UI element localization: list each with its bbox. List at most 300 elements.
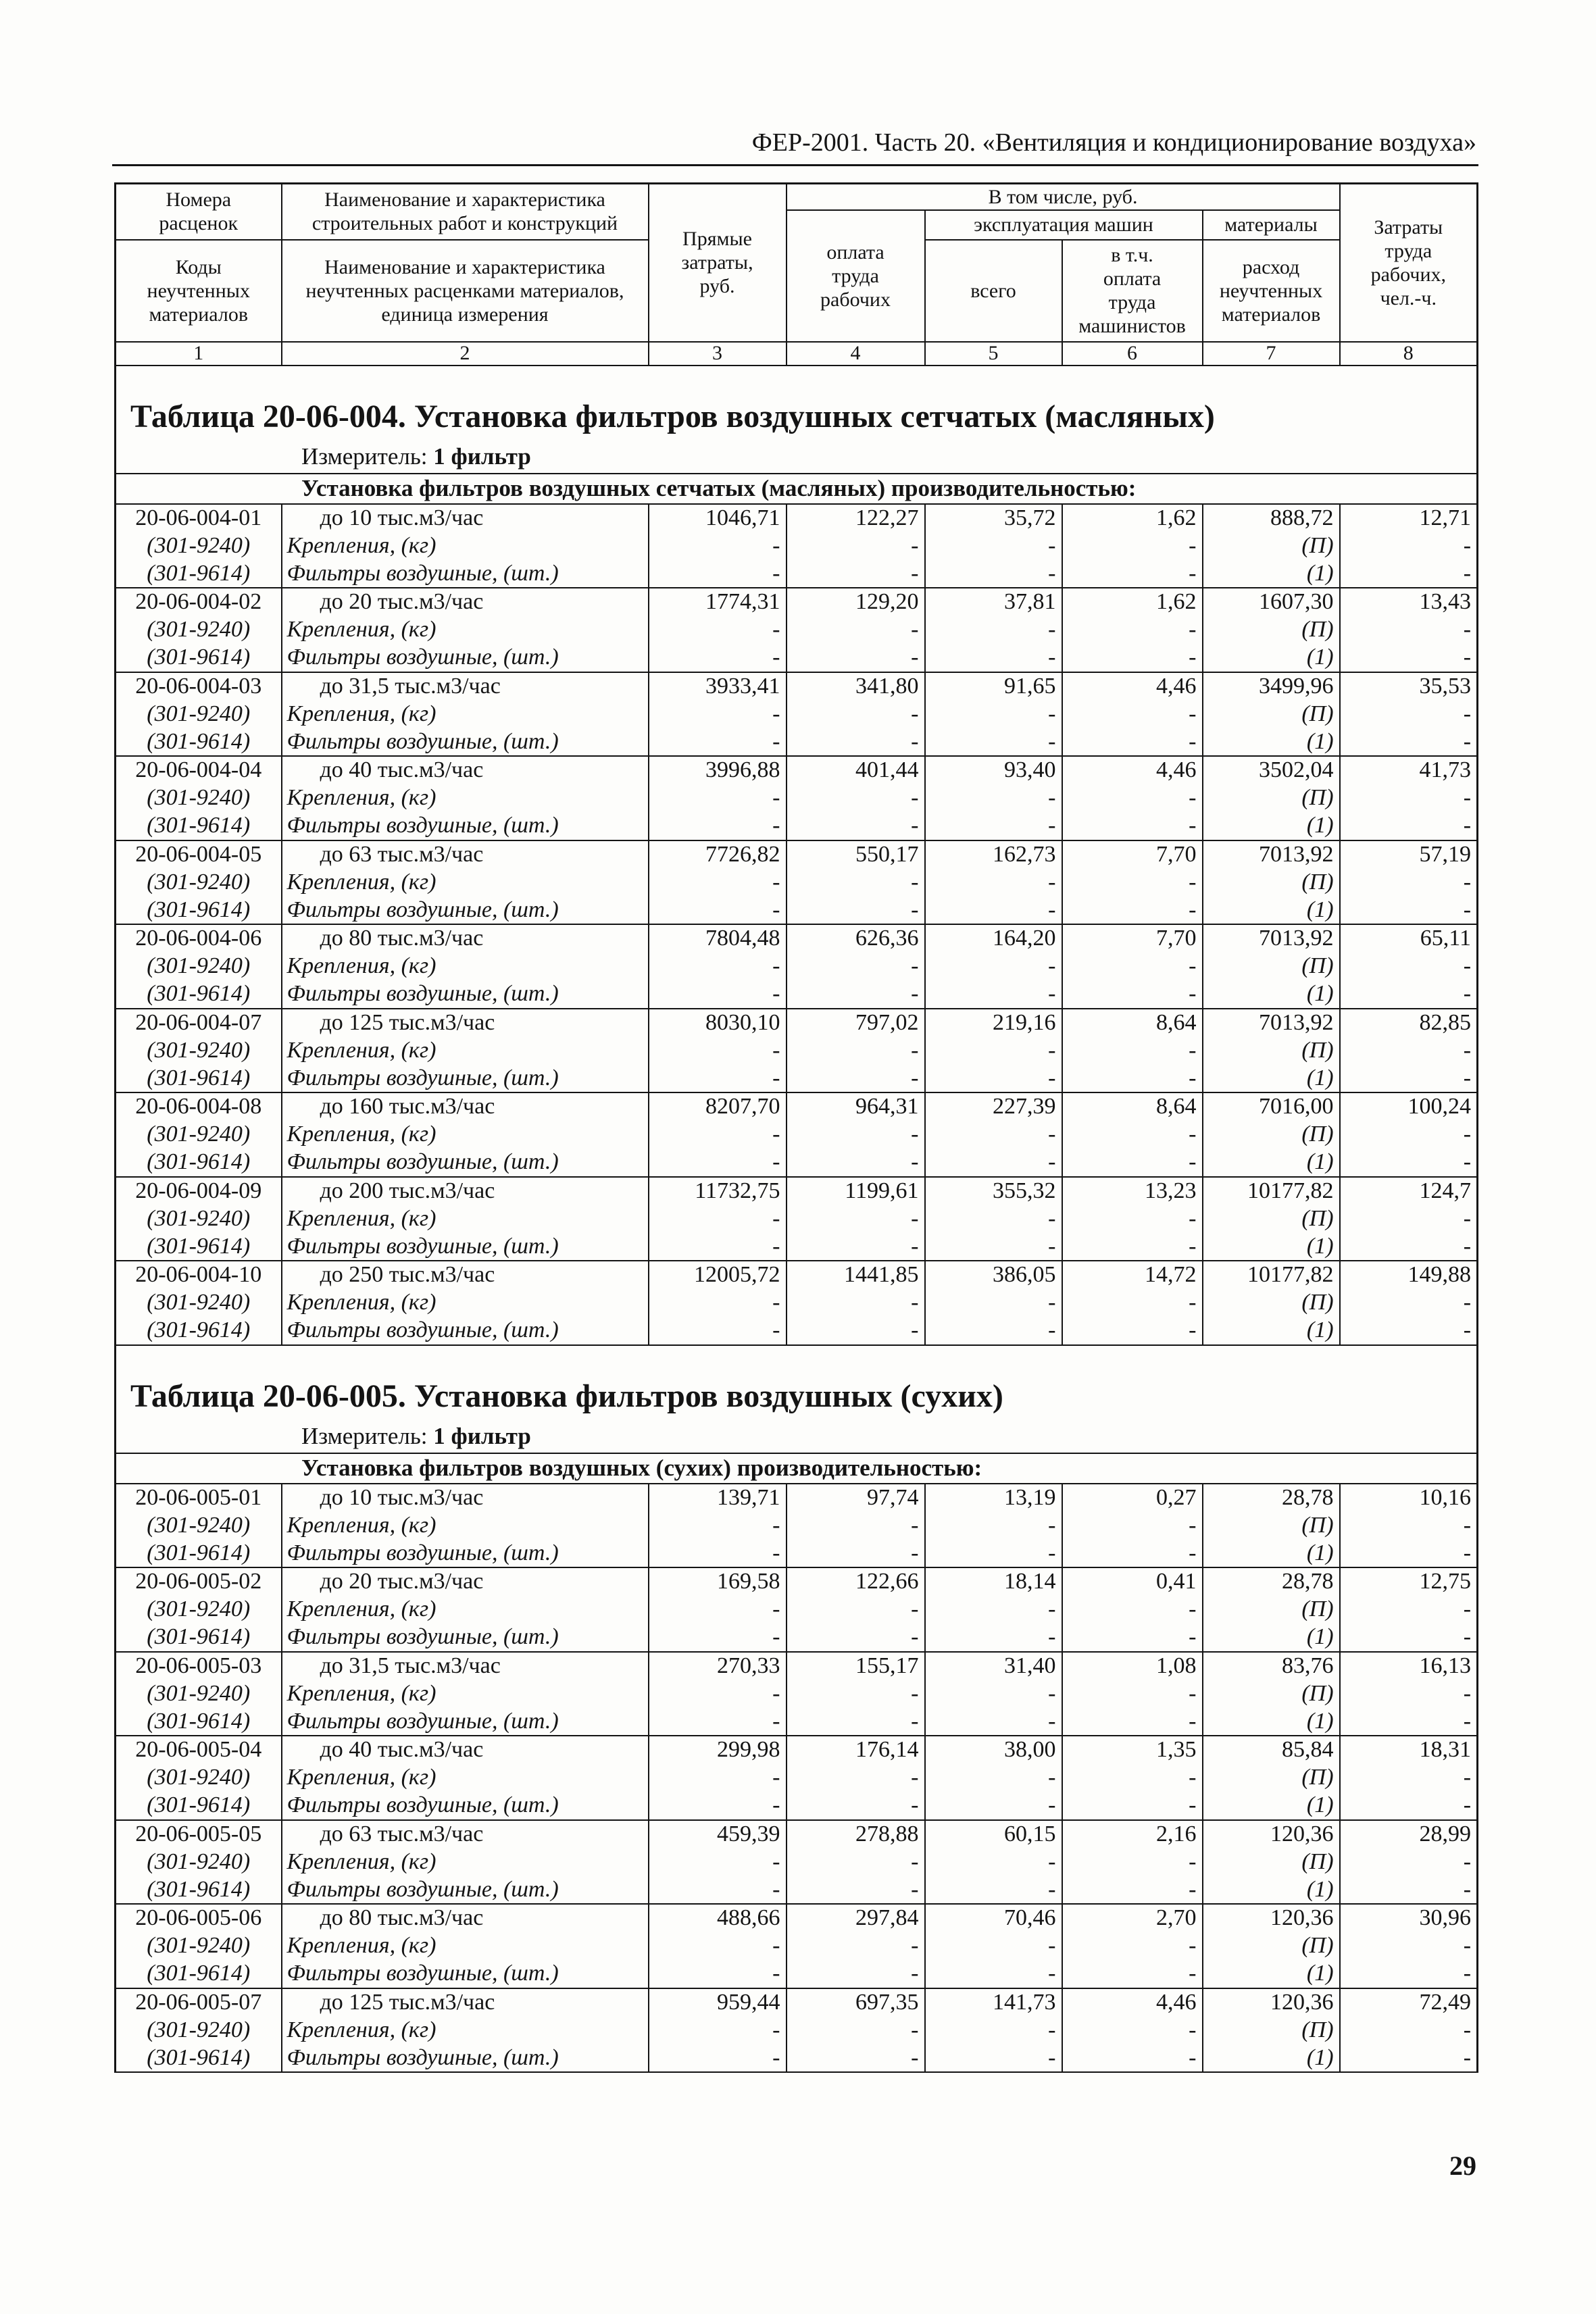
direct-costs-cell: -	[649, 953, 787, 981]
operators-pay-cell: -	[1062, 1848, 1203, 1876]
header-line: Затраты	[1374, 216, 1443, 238]
material-code: (301-9614)	[116, 1317, 282, 1345]
work-name: до 20 тыс.м3/час	[282, 1567, 649, 1596]
operators-pay-cell: 1,35	[1062, 1736, 1203, 1764]
material-cell: 7013,92	[1203, 924, 1340, 953]
machines-total-cell: -	[925, 1596, 1062, 1624]
material-row	[116, 812, 1478, 840]
direct-costs-cell: 8030,10	[649, 1009, 787, 1037]
direct-costs-cell: -	[649, 784, 787, 813]
material-cell: (1)	[1203, 1317, 1340, 1345]
operators-pay-cell: -	[1062, 1289, 1203, 1317]
material-row	[116, 1624, 1478, 1652]
direct-costs-cell: -	[649, 1596, 787, 1624]
worker-pay-cell: 964,31	[787, 1092, 925, 1121]
direct-costs-cell: 3996,88	[649, 756, 787, 784]
measure-cell	[116, 1420, 1478, 1453]
material-row	[116, 700, 1478, 728]
rate-row	[116, 756, 1478, 784]
machines-total-cell: -	[925, 1540, 1062, 1568]
material-code: (301-9240)	[116, 1680, 282, 1708]
labor-hours-cell: 57,19	[1340, 840, 1478, 869]
header-line: оплата	[1103, 268, 1162, 290]
operators-pay-cell: -	[1062, 1792, 1203, 1820]
worker-pay-cell: 1441,85	[787, 1261, 925, 1289]
material-name: Крепления, (кг)	[282, 1511, 649, 1540]
column-number: 3	[649, 342, 787, 366]
work-name: до 80 тыс.м3/час	[282, 1904, 649, 1932]
worker-pay-cell: -	[787, 1065, 925, 1093]
operators-pay-cell: 1,08	[1062, 1652, 1203, 1680]
header-rule	[112, 164, 1478, 166]
direct-costs-cell: 139,71	[649, 1484, 787, 1512]
material-code: (301-9240)	[116, 1511, 282, 1540]
machines-total-cell: 13,19	[925, 1484, 1062, 1512]
operators-pay-cell: 2,70	[1062, 1904, 1203, 1932]
material-cell: (1)	[1203, 1960, 1340, 1988]
measure-label: Измеритель:	[301, 1422, 428, 1449]
worker-pay-cell: -	[787, 644, 925, 672]
operators-pay-cell: 0,41	[1062, 1567, 1203, 1596]
machines-total-cell: -	[925, 1205, 1062, 1233]
machines-total-cell: 386,05	[925, 1261, 1062, 1289]
header-line: Коды	[175, 255, 222, 278]
operators-pay-cell: -	[1062, 1540, 1203, 1568]
worker-pay-cell: -	[787, 1792, 925, 1820]
material-row	[116, 1960, 1478, 1988]
rate-row	[116, 1484, 1478, 1512]
direct-costs-cell: -	[649, 728, 787, 757]
labor-hours-cell: -	[1340, 1205, 1478, 1233]
rate-code: 20-06-005-06	[116, 1904, 282, 1932]
machines-total-cell: -	[925, 1876, 1062, 1905]
rate-row	[116, 1988, 1478, 2017]
material-row	[116, 616, 1478, 645]
material-codes-header	[116, 240, 282, 342]
operators-pay-cell: -	[1062, 980, 1203, 1009]
material-row	[116, 644, 1478, 672]
operators-pay-cell: 7,70	[1062, 840, 1203, 869]
operators-pay-cell: -	[1062, 953, 1203, 981]
worker-pay-cell: 341,80	[787, 672, 925, 701]
machines-total-cell: -	[925, 953, 1062, 981]
material-code: (301-9240)	[116, 700, 282, 728]
material-code: (301-9614)	[116, 1708, 282, 1736]
material-code: (301-9240)	[116, 616, 282, 645]
header-line: неучтенных расценками материалов,	[305, 279, 624, 302]
operators-pay-cell: -	[1062, 532, 1203, 560]
measure-value: 1 фильтр	[433, 1422, 531, 1449]
operators-pay-cell: -	[1062, 1121, 1203, 1149]
material-row	[116, 784, 1478, 813]
material-name: Крепления, (кг)	[282, 1036, 649, 1065]
rate-row	[116, 672, 1478, 701]
measure-cell	[116, 441, 1478, 474]
machines-total-cell: -	[925, 1149, 1062, 1177]
material-name: Фильтры воздушные, (шт.)	[282, 1149, 649, 1177]
direct-costs-cell: 959,44	[649, 1988, 787, 2017]
machines-total-cell: 355,32	[925, 1177, 1062, 1205]
machines-total-cell: -	[925, 1932, 1062, 1961]
material-name: Крепления, (кг)	[282, 784, 649, 813]
rate-code: 20-06-004-03	[116, 672, 282, 701]
machines-total-cell: 31,40	[925, 1652, 1062, 1680]
labor-hours-cell: -	[1340, 560, 1478, 588]
labor-hours-cell: -	[1340, 1317, 1478, 1345]
labor-hours-cell: 35,53	[1340, 672, 1478, 701]
direct-costs-cell: -	[649, 1065, 787, 1093]
rate-code: 20-06-005-01	[116, 1484, 282, 1512]
measure-row	[116, 441, 1478, 474]
material-row	[116, 1233, 1478, 1261]
operators-pay-cell: -	[1062, 1065, 1203, 1093]
labor-hours-cell: 16,13	[1340, 1652, 1478, 1680]
operators-pay-cell: 8,64	[1062, 1009, 1203, 1037]
material-row	[116, 868, 1478, 897]
labor-hours-cell: -	[1340, 1596, 1478, 1624]
worker-pay-cell: 176,14	[787, 1736, 925, 1764]
material-code: (301-9240)	[116, 532, 282, 560]
worker-pay-cell: 97,74	[787, 1484, 925, 1512]
rate-code: 20-06-004-07	[116, 1009, 282, 1037]
material-cell: (П)	[1203, 616, 1340, 645]
direct-costs-cell: -	[649, 1149, 787, 1177]
material-code: (301-9614)	[116, 1624, 282, 1652]
material-cell: (П)	[1203, 868, 1340, 897]
machines-total-cell: -	[925, 812, 1062, 840]
direct-costs-cell: 7804,48	[649, 924, 787, 953]
direct-costs-cell: 1774,31	[649, 588, 787, 616]
work-name: до 80 тыс.м3/час	[282, 924, 649, 953]
header-line: неучтенных	[1219, 279, 1323, 302]
material-name: Крепления, (кг)	[282, 1205, 649, 1233]
direct-costs-cell: 299,98	[649, 1736, 787, 1764]
material-name: Фильтры воздушные, (шт.)	[282, 980, 649, 1009]
machines-total-cell: 38,00	[925, 1736, 1062, 1764]
materials-header: материалы	[1203, 210, 1340, 240]
rate-code: 20-06-004-08	[116, 1092, 282, 1121]
material-code: (301-9614)	[116, 812, 282, 840]
material-cell: (1)	[1203, 1149, 1340, 1177]
material-code: (301-9614)	[116, 1876, 282, 1905]
operators-pay-cell: 4,46	[1062, 672, 1203, 701]
material-row	[116, 1764, 1478, 1792]
labor-hours-cell: -	[1340, 532, 1478, 560]
machines-total-cell: 70,46	[925, 1904, 1062, 1932]
operators-pay-cell: -	[1062, 868, 1203, 897]
page-number: 29	[1449, 2150, 1476, 2181]
worker-pay-cell: 122,27	[787, 504, 925, 532]
material-cell: (П)	[1203, 1289, 1340, 1317]
direct-costs-cell: -	[649, 700, 787, 728]
machines-total-cell: -	[925, 2016, 1062, 2044]
material-code: (301-9614)	[116, 560, 282, 588]
column-number: 2	[282, 342, 649, 366]
material-row	[116, 953, 1478, 981]
material-cell: 120,36	[1203, 1988, 1340, 2017]
material-row	[116, 1708, 1478, 1736]
material-code: (301-9614)	[116, 728, 282, 757]
direct-costs-cell: -	[649, 1205, 787, 1233]
material-row	[116, 1149, 1478, 1177]
worker-pay-cell: -	[787, 616, 925, 645]
worker-pay-cell: -	[787, 1848, 925, 1876]
machines-total-cell: -	[925, 2044, 1062, 2073]
rate-code: 20-06-005-03	[116, 1652, 282, 1680]
work-name: до 31,5 тыс.м3/час	[282, 672, 649, 701]
material-code: (301-9614)	[116, 980, 282, 1009]
worker-pay-cell: 297,84	[787, 1904, 925, 1932]
material-row	[116, 1680, 1478, 1708]
labor-hours-cell: 100,24	[1340, 1092, 1478, 1121]
direct-costs-cell: -	[649, 2016, 787, 2044]
header-line: рабочих,	[1370, 263, 1447, 286]
worker-pay-cell: -	[787, 784, 925, 813]
worker-pay-cell: -	[787, 700, 925, 728]
worker-pay-cell: -	[787, 1596, 925, 1624]
direct-costs-cell: -	[649, 616, 787, 645]
material-code: (301-9614)	[116, 2044, 282, 2073]
worker-pay-cell: -	[787, 1680, 925, 1708]
material-code: (301-9240)	[116, 1764, 282, 1792]
direct-costs-cell: -	[649, 1624, 787, 1652]
material-code: (301-9614)	[116, 1149, 282, 1177]
machines-total-cell: 162,73	[925, 840, 1062, 869]
labor-hours-cell: -	[1340, 1233, 1478, 1261]
material-name: Фильтры воздушные, (шт.)	[282, 1317, 649, 1345]
material-cell: (П)	[1203, 1036, 1340, 1065]
material-row	[116, 1205, 1478, 1233]
machines-total-cell: -	[925, 616, 1062, 645]
worker-pay-cell: 129,20	[787, 588, 925, 616]
material-code: (301-9614)	[116, 1960, 282, 1988]
material-row	[116, 1848, 1478, 1876]
rate-numbers-header	[116, 184, 282, 240]
rate-code: 20-06-004-09	[116, 1177, 282, 1205]
labor-hours-cell: -	[1340, 1708, 1478, 1736]
header-line: труда	[1385, 239, 1432, 262]
operators-pay-cell: 0,27	[1062, 1484, 1203, 1512]
material-cell: (П)	[1203, 1680, 1340, 1708]
material-cell: 7013,92	[1203, 840, 1340, 869]
direct-costs-cell: -	[649, 532, 787, 560]
labor-hours-cell: -	[1340, 1511, 1478, 1540]
material-code: (301-9240)	[116, 1036, 282, 1065]
direct-costs-cell: 169,58	[649, 1567, 787, 1596]
material-code: (301-9240)	[116, 1289, 282, 1317]
header-line: материалов	[1221, 303, 1321, 326]
material-code: (301-9614)	[116, 1065, 282, 1093]
labor-hours-cell: 10,16	[1340, 1484, 1478, 1512]
material-name: Фильтры воздушные, (шт.)	[282, 1233, 649, 1261]
worker-pay-cell: -	[787, 1205, 925, 1233]
direct-costs-cell: -	[649, 1876, 787, 1905]
material-name: Фильтры воздушные, (шт.)	[282, 1540, 649, 1568]
worker-pay-cell: -	[787, 897, 925, 925]
direct-costs-cell: -	[649, 1708, 787, 1736]
material-cell: (П)	[1203, 532, 1340, 560]
machines-total-cell: 141,73	[925, 1988, 1062, 2017]
header-row	[116, 184, 1478, 210]
labor-hours-cell: -	[1340, 1121, 1478, 1149]
operators-pay-cell: 13,23	[1062, 1177, 1203, 1205]
work-name: до 20 тыс.м3/час	[282, 588, 649, 616]
direct-costs-cell: -	[649, 1764, 787, 1792]
operators-pay-cell: 2,16	[1062, 1820, 1203, 1848]
machines-total-cell: 164,20	[925, 924, 1062, 953]
material-cell: (1)	[1203, 980, 1340, 1009]
direct-costs-cell: -	[649, 1317, 787, 1345]
header-line: Номера	[166, 188, 232, 211]
section-title: Таблица 20-06-005. Установка фильтров воздушных (сухих)	[116, 1345, 1478, 1420]
material-cell: 7013,92	[1203, 1009, 1340, 1037]
operators-pay-cell: -	[1062, 1149, 1203, 1177]
material-cell: (1)	[1203, 1540, 1340, 1568]
rate-code: 20-06-005-05	[116, 1820, 282, 1848]
measure-label: Измеритель:	[301, 443, 428, 470]
material-cell: (1)	[1203, 1624, 1340, 1652]
rate-row	[116, 1177, 1478, 1205]
header-line: материалов	[149, 303, 248, 326]
material-name: Крепления, (кг)	[282, 1596, 649, 1624]
material-cell: (1)	[1203, 644, 1340, 672]
worker-pay-cell: -	[787, 1932, 925, 1961]
material-name: Фильтры воздушные, (шт.)	[282, 2044, 649, 2073]
labor-hours-cell: -	[1340, 1876, 1478, 1905]
rate-code: 20-06-004-06	[116, 924, 282, 953]
direct-costs-cell: -	[649, 1511, 787, 1540]
labor-hours-cell: -	[1340, 1764, 1478, 1792]
material-cell: 10177,82	[1203, 1177, 1340, 1205]
material-code: (301-9240)	[116, 1121, 282, 1149]
header-line: труда	[832, 264, 879, 287]
material-cell: 888,72	[1203, 504, 1340, 532]
work-name: до 200 тыс.м3/час	[282, 1177, 649, 1205]
worker-pay-cell: 550,17	[787, 840, 925, 869]
material-row	[116, 897, 1478, 925]
material-cell: 3502,04	[1203, 756, 1340, 784]
machines-total-cell: 91,65	[925, 672, 1062, 701]
work-name: до 125 тыс.м3/час	[282, 1988, 649, 2017]
rate-row	[116, 1092, 1478, 1121]
direct-costs-cell: -	[649, 1960, 787, 1988]
labor-hours-header	[1340, 184, 1478, 342]
material-cell: (П)	[1203, 1511, 1340, 1540]
direct-costs-cell: -	[649, 1540, 787, 1568]
direct-costs-cell: 8207,70	[649, 1092, 787, 1121]
rate-code: 20-06-005-07	[116, 1988, 282, 2017]
work-name: до 160 тыс.м3/час	[282, 1092, 649, 1121]
labor-hours-cell: -	[1340, 616, 1478, 645]
direct-costs-cell: 459,39	[649, 1820, 787, 1848]
material-row	[116, 1596, 1478, 1624]
rate-row	[116, 1736, 1478, 1764]
material-name: Фильтры воздушные, (шт.)	[282, 560, 649, 588]
work-name-header	[282, 184, 649, 240]
machines-total-cell: 37,81	[925, 588, 1062, 616]
material-cell: (1)	[1203, 1233, 1340, 1261]
machines-total-cell: -	[925, 784, 1062, 813]
worker-pay-cell: -	[787, 1317, 925, 1345]
labor-hours-cell: -	[1340, 1848, 1478, 1876]
material-name: Крепления, (кг)	[282, 1121, 649, 1149]
worker-pay-cell: 122,66	[787, 1567, 925, 1596]
labor-hours-cell: 65,11	[1340, 924, 1478, 953]
direct-costs-cell: 12005,72	[649, 1261, 787, 1289]
material-name: Фильтры воздушные, (шт.)	[282, 728, 649, 757]
operators-pay-cell: 4,46	[1062, 1988, 1203, 2017]
direct-costs-cell: -	[649, 644, 787, 672]
material-code: (301-9240)	[116, 868, 282, 897]
operators-pay-cell: -	[1062, 1960, 1203, 1988]
worker-pay-cell: 626,36	[787, 924, 925, 953]
material-code: (301-9240)	[116, 784, 282, 813]
rate-code: 20-06-005-04	[116, 1736, 282, 1764]
material-cell: (П)	[1203, 1932, 1340, 1961]
material-name: Фильтры воздушные, (шт.)	[282, 1876, 649, 1905]
machines-total-cell: -	[925, 1960, 1062, 1988]
machines-header: эксплуатация машин	[925, 210, 1203, 240]
material-name: Фильтры воздушные, (шт.)	[282, 1065, 649, 1093]
rate-row	[116, 1904, 1478, 1932]
rate-row	[116, 588, 1478, 616]
material-cell: (1)	[1203, 1065, 1340, 1093]
header-line: в т.ч.	[1111, 244, 1153, 266]
direct-costs-cell: -	[649, 2044, 787, 2073]
material-cell: 28,78	[1203, 1484, 1340, 1512]
material-row	[116, 980, 1478, 1009]
material-cell: 10177,82	[1203, 1261, 1340, 1289]
measure-row	[116, 1420, 1478, 1453]
material-cell: (П)	[1203, 784, 1340, 813]
labor-hours-cell: 72,49	[1340, 1988, 1478, 2017]
material-code: (301-9240)	[116, 1596, 282, 1624]
machines-total-cell: -	[925, 1680, 1062, 1708]
header-line: единица измерения	[381, 303, 549, 326]
machines-total-header: всего	[925, 240, 1062, 342]
material-cell: (П)	[1203, 953, 1340, 981]
rate-code: 20-06-004-04	[116, 756, 282, 784]
labor-hours-cell: 18,31	[1340, 1736, 1478, 1764]
material-name: Фильтры воздушные, (шт.)	[282, 1708, 649, 1736]
material-row	[116, 1511, 1478, 1540]
material-code: (301-9240)	[116, 953, 282, 981]
operators-pay-cell: -	[1062, 1036, 1203, 1065]
work-name: до 63 тыс.м3/час	[282, 1820, 649, 1848]
work-name: до 250 тыс.м3/час	[282, 1261, 649, 1289]
work-name: до 125 тыс.м3/час	[282, 1009, 649, 1037]
labor-hours-cell: 149,88	[1340, 1261, 1478, 1289]
labor-hours-cell: -	[1340, 1680, 1478, 1708]
worker-pay-cell: -	[787, 1036, 925, 1065]
measure-value: 1 фильтр	[433, 443, 531, 470]
worker-pay-cell: -	[787, 868, 925, 897]
worker-pay-cell: -	[787, 1149, 925, 1177]
material-cell: 120,36	[1203, 1820, 1340, 1848]
machines-total-cell: -	[925, 1233, 1062, 1261]
column-number: 7	[1203, 342, 1340, 366]
worker-pay-header	[787, 210, 925, 342]
material-row	[116, 1289, 1478, 1317]
work-name: до 40 тыс.м3/час	[282, 1736, 649, 1764]
header-line: руб.	[699, 275, 735, 298]
machines-total-cell: -	[925, 1624, 1062, 1652]
rate-row	[116, 1261, 1478, 1289]
machines-total-cell: 35,72	[925, 504, 1062, 532]
material-cell: 3499,96	[1203, 672, 1340, 701]
material-cell: (1)	[1203, 1708, 1340, 1736]
worker-pay-cell: -	[787, 2016, 925, 2044]
